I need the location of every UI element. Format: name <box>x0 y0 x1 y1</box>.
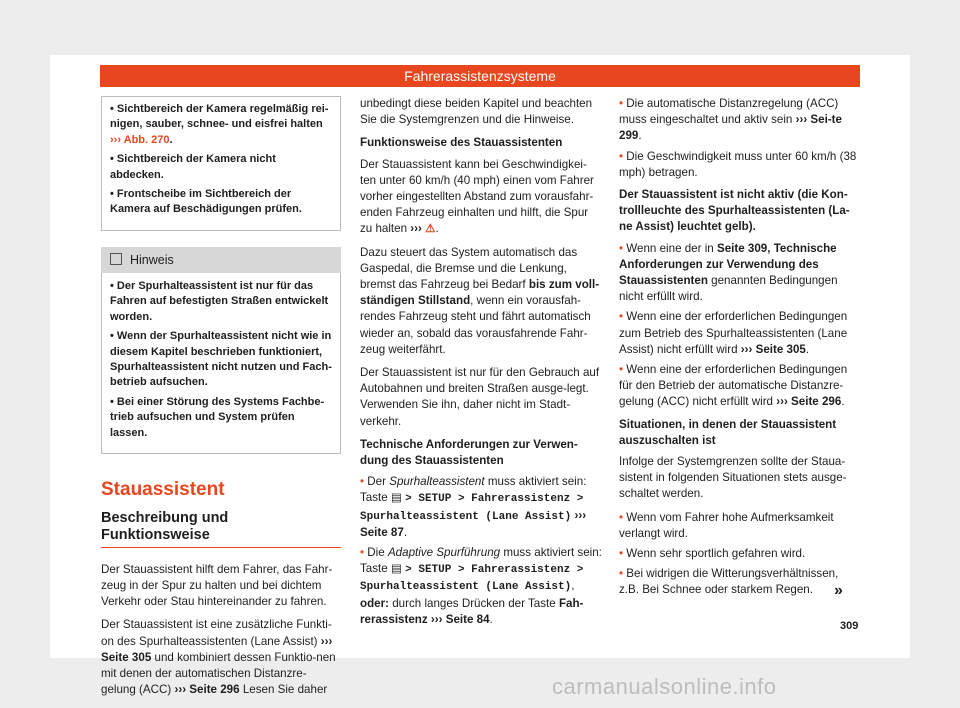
list-item: • Wenn eine der erforderlichen Bedingungen zum Betrieb des Spurhalteassistenten (Lane Assist) nicht erfüllt wird ››› Seite 305. <box>619 310 848 356</box>
paragraph-heading: Funktionsweise des Stauassistenten <box>360 136 563 150</box>
subsection-title: Beschreibung und Funktionsweise <box>101 510 341 547</box>
list-item: • Die automatische Distanzregelung (ACC) muss eingeschaltet und aktiv sein ››› Sei-te 299. <box>619 97 842 143</box>
list-item: • Die Adaptive Spurführung muss aktiviert sein: Taste ▤ > SETUP > Fahrerassistenz > Spurhalteassistent (Lane Assist), oder: durch langes Drücken der Taste Fah-rerassistenz ››› Seite 84. <box>360 546 602 626</box>
list-item: • Sichtbereich der Kamera regelmäßig rei-nigen, sauber, schnee- und eisfrei halten ››› Abb. 270. <box>110 103 329 146</box>
list-item: • Wenn sehr sportlich gefahren wird. <box>619 547 806 561</box>
section-title: Stauassistent <box>101 479 225 501</box>
list-item: • Wenn eine der in Seite 309, Technische Anforderungen zur Verwendung des Stauassistenten genannten Bedingungen nicht erfüllt wird. <box>619 241 838 304</box>
list-item: • Der Spurhalteassistent muss aktiviert sein: Taste ▤ > SETUP > Fahrerassistenz > Spurhalteassistent (Lane Assist) ››› Seite 87. <box>360 475 587 539</box>
paragraph: Infolge der Systemgrenzen sollte der Staua-sistent in folgenden Situationen stets ausge-schaltet werden. <box>619 455 847 501</box>
menu-key-icon: ▤ <box>390 562 402 576</box>
column-left <box>101 96 341 705</box>
watermark: carmanualsonline.info <box>552 674 777 699</box>
paragraph-heading: Der Stauassistent ist nicht aktiv (die Kon-trollleuchte des Spurhalteassistenten (La-ne Assist) leuchtet gelb). <box>619 188 850 234</box>
page-link[interactable]: ››› Sei-te 299 <box>619 113 842 143</box>
list-item: • Bei einer Störung des Systems Fachbe-trieb aufsuchen und System prüfen lassen. <box>110 395 325 439</box>
continue-mark: » <box>834 582 843 599</box>
paragraph: Der Stauassistent hilft dem Fahrer, das Fahr-zeug in der Spur zu halten und bei dichtem Verkehr oder Stau hintereinander zu fahren. <box>101 562 333 609</box>
page-link[interactable]: ››› Seite 296 <box>174 683 240 697</box>
page-link[interactable]: Seite 309, Technische Anforderungen zur Verwendung des Stauassistenten <box>619 241 837 288</box>
hinweis-body <box>101 273 341 454</box>
page-link[interactable]: ››› Seite 296 <box>776 395 842 409</box>
page-link[interactable]: ››› Seite 305 <box>740 342 806 356</box>
warning-link[interactable]: ››› <box>410 222 422 236</box>
paragraph: unbedingt diese beiden Kapitel und beachten Sie die Systemgrenzen und die Hinweise. <box>360 97 593 127</box>
page-link[interactable]: ››› Seite 87 <box>360 508 587 539</box>
page-link[interactable]: ››› Seite 305 <box>101 634 333 664</box>
paragraph-heading: Technische Anforderungen zur Verwen-dung des Stauassistenten <box>360 437 578 468</box>
list-item: • Wenn der Spurhalteassistent nicht wie in diesem Kapitel beschrieben funktioniert, Spurhalteassistent nicht nutzen und Fach-betrieb aufsuchen. <box>110 330 332 389</box>
page-link[interactable]: ››› Seite 84 <box>430 612 490 626</box>
paragraph: Dazu steuert das System automatisch das Gaspedal, die Bremse und die Lenkung, bremst das Fahrzeug bei Bedarf bis zum voll-ständigen Stillstand, wenn ein vorausfah-rendes Fahrzeug steht und fährt automatisch wieder an, sobald das vorausfahrende Fahr-zeug weiterfährt. <box>360 245 600 356</box>
hinweis-header: Hinweis <box>101 247 341 273</box>
info-icon <box>110 253 122 265</box>
column-right <box>619 96 861 603</box>
section-header: Fahrerassistenzsysteme <box>100 65 860 87</box>
page-number: 309 <box>840 620 859 632</box>
list-item: • Bei widrigen die Witterungsverhältnissen, z.B. Bei Schnee oder starkem Regen. <box>619 567 839 597</box>
warning-icon: ⚠ <box>425 222 436 236</box>
paragraph: Der Stauassistent ist eine zusätzliche Funkti-on des Spurhalteassistenten (Lane Assist) ››› Seite 305 und kombiniert dessen Funktio-nen mit denen der automatischen Distanzre-gelung (ACC) ››› Seite 296 Lesen Sie daher <box>101 618 336 697</box>
paragraph: Der Stauassistent kann bei Geschwindigkei-ten unter 60 km/h (40 mph) einen vom Fahrer vorher eingestellten Abstand zum vorausfahr-enden Fahrzeug einhalten und hilft, die Spur zu halten ››› ⚠. <box>360 157 602 238</box>
list-item: • Sichtbereich der Kamera nicht abdecken. <box>110 153 276 181</box>
paragraph: Der Stauassistent ist nur für den Gebrauch auf Autobahnen und breiten Straßen ausge-legt. Verwenden Sie ihn, daher nicht im Stadt-verkehr. <box>360 366 600 428</box>
list-item: • Der Spurhalteassistent ist nur für das Fahren auf befestigten Straßen entwickelt worden. <box>110 280 329 323</box>
menu-key-icon: ▤ <box>390 491 402 505</box>
list-item: • Frontscheibe im Sichtbereich der Kamera auf Beschädigungen prüfen. <box>110 188 302 216</box>
paragraph-heading: Situationen, in denen der Stauassistent auszuschalten ist <box>619 417 837 447</box>
column-middle <box>360 96 602 632</box>
list-item: • Wenn vom Fahrer hohe Aufmerksamkeit verlangt wird. <box>619 510 834 540</box>
list-item: • Wenn eine der erforderlichen Bedingungen für den Betrieb der automatische Distanzre-gelung (ACC) nicht erfüllt wird ››› Seite 296. <box>619 363 848 409</box>
list-item: • Die Geschwindigkeit muss unter 60 km/h (38 mph) betragen. <box>619 149 857 179</box>
camera-care-box <box>101 96 341 231</box>
figure-link[interactable]: ››› Abb. 270 <box>110 133 170 146</box>
